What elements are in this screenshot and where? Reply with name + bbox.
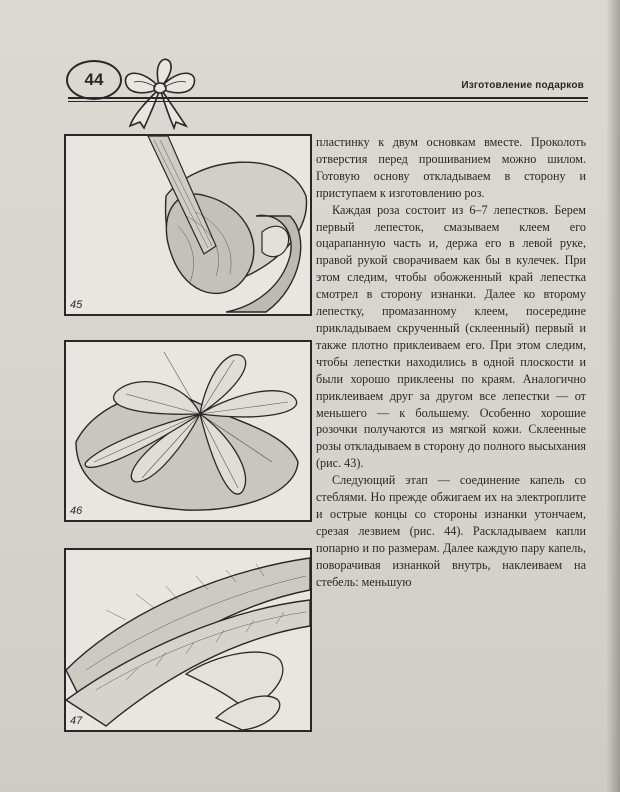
figure-46-illustration [66, 342, 310, 520]
page-number-text: 44 [84, 70, 104, 89]
figure-45 [64, 134, 312, 316]
figure-46 [64, 340, 312, 522]
header-rule-thin [68, 101, 588, 102]
paragraph-3: Следующий этап — соединение капель со стеблями. Но прежде обжигаем их на электроплите и острые концы со стороны изнанки утончаем, срезая лезвием (рис. 44). Раскладываем капли попарно и по размерам. Далее каждую пару капель, поворачивая изнанкой внутрь, наклеиваем на стебель: меньшую [316, 473, 586, 589]
figure-45-illustration [66, 136, 310, 314]
paragraph-2: Каждая роза состоит из 6–7 лепестков. Берем первый лепесток, смазываем клеем его оцарапанную часть и, держа его в левой руке, правой рукой сворачиваем как бы в кулечек. При этом следим, чтобы обожженный край лепестка смотрел в сторону изнанки. Далее ко второму лепестку, промазанному клеем, посередине прикладываем скрученный (склеенный) первый и также плотно приклеиваем его. При этом следим, чтобы лепестки находились в одной плоскости и были хорошо приклеены по краям. Аналогично приклеиваем друг за другом все лепестки — от меньшего — к большему. Особенно хорошие розочки получаются из мягкой кожи. Склеенные розы откладываем в сторону до полного высыхания (рис. 43). [316, 202, 586, 471]
figure-45-label: 45 [70, 299, 83, 311]
body-text-column [316, 134, 586, 590]
figure-47 [64, 548, 312, 732]
ribbon-bow-ornament [112, 48, 208, 130]
figure-47-illustration [66, 550, 310, 730]
running-head: Изготовление подарков [461, 80, 584, 91]
page-spine-shadow [606, 0, 620, 792]
figure-47-label: 47 [70, 715, 83, 727]
paragraph-1: пластинку к двум основкам вместе. Проколоть отверстия перед прошиванием можно шилом. Готовую основу откладываем в сторону и приступаем к изготовлению роз. [316, 135, 586, 200]
figure-46-label: 46 [70, 505, 83, 517]
header-rule [68, 97, 588, 99]
